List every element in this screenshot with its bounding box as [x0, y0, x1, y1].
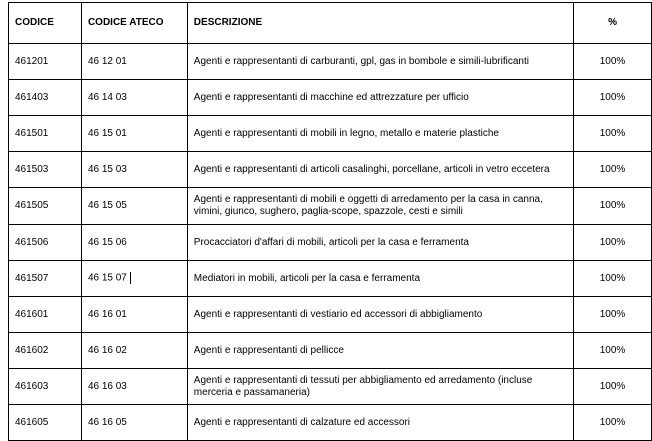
cell-descrizione: Agenti e rappresentanti di articoli casalinghi, porcellane, articoli in vetro eccetera [187, 152, 573, 188]
table-row [9, 333, 652, 369]
cell-ateco: 46 16 01 [81, 297, 187, 333]
cell-percent: 100% [574, 80, 652, 116]
cell-percent: 100% [574, 152, 652, 188]
cell-percent: 100% [574, 261, 652, 297]
header-descrizione: DESCRIZIONE [187, 3, 573, 44]
cell-percent: 100% [574, 44, 652, 80]
cell-descrizione: Agenti e rappresentanti di mobili in legno, metallo e materie plastiche [187, 116, 573, 152]
cell-ateco: 46 15 07 [87, 272, 127, 284]
cell-codice: 461506 [9, 225, 82, 261]
text-cursor [130, 272, 131, 284]
cell-percent: 100% [574, 369, 652, 405]
cell-descrizione: Agenti e rappresentanti di vestiario ed accessori di abbigliamento [187, 297, 573, 333]
cell-codice: 461601 [9, 297, 82, 333]
cell-codice: 461605 [9, 405, 82, 441]
cell-percent: 100% [574, 116, 652, 152]
cell-codice: 461501 [9, 116, 82, 152]
cell-descrizione: Agenti e rappresentanti di tessuti per abbigliamento ed arredamento (incluse merceria e passamaneria) [187, 369, 573, 405]
cell-ateco: 46 15 05 [81, 188, 187, 225]
cell-codice: 461603 [9, 369, 82, 405]
cell-ateco: 46 15 03 [81, 152, 187, 188]
cell-ateco: 46 16 03 [81, 369, 187, 405]
cell-descrizione: Procacciatori d'affari di mobili, articoli per la casa e ferramenta [187, 225, 573, 261]
cell-ateco: 46 12 01 [81, 44, 187, 80]
cell-descrizione: Agenti e rappresentanti di pellicce [187, 333, 573, 369]
header-row [9, 3, 652, 44]
cell-descrizione: Agenti e rappresentanti di carburanti, gpl, gas in bombole e simili-lubrificanti [187, 44, 573, 80]
ateco-table [8, 2, 652, 441]
table-row [9, 369, 652, 405]
cell-codice: 461403 [9, 80, 82, 116]
cell-ateco: 46 15 01 [81, 116, 187, 152]
table-row [9, 44, 652, 80]
cell-percent: 100% [574, 297, 652, 333]
cell-ateco: 46 16 05 [81, 405, 187, 441]
cell-ateco: 46 15 06 [81, 225, 187, 261]
cell-codice: 461201 [9, 44, 82, 80]
cell-ateco: 46 14 03 [81, 80, 187, 116]
cell-codice: 461507 [9, 261, 82, 297]
cell-descrizione: Agenti e rappresentanti di macchine ed attrezzature per ufficio [187, 80, 573, 116]
cell-percent: 100% [574, 225, 652, 261]
cell-ateco: 46 16 02 [81, 333, 187, 369]
header-codice: CODICE [9, 3, 82, 44]
cell-percent: 100% [574, 405, 652, 441]
cell-codice: 461602 [9, 333, 82, 369]
table-row [9, 80, 652, 116]
table-row [9, 116, 652, 152]
cell-descrizione: Mediatori in mobili, articoli per la casa e ferramenta [187, 261, 573, 297]
header-percent: % [574, 3, 652, 44]
cell-percent: 100% [574, 188, 652, 225]
cell-codice: 461505 [9, 188, 82, 225]
cell-descrizione: Agenti e rappresentanti di calzature ed accessori [187, 405, 573, 441]
cell-codice: 461503 [9, 152, 82, 188]
cell-percent: 100% [574, 333, 652, 369]
cell-ateco-with-cursor[interactable] [81, 261, 187, 297]
table-row [9, 261, 652, 297]
table-row [9, 225, 652, 261]
table-row [9, 405, 652, 441]
table-row [9, 188, 652, 225]
cell-descrizione: Agenti e rappresentanti di mobili e oggetti di arredamento per la casa in canna, vimini, giunco, sughero, paglia-scope, spazzole, cesti e simili [187, 188, 573, 225]
table-row [9, 152, 652, 188]
table-row [9, 297, 652, 333]
header-codice-ateco: CODICE ATECO [81, 3, 187, 44]
